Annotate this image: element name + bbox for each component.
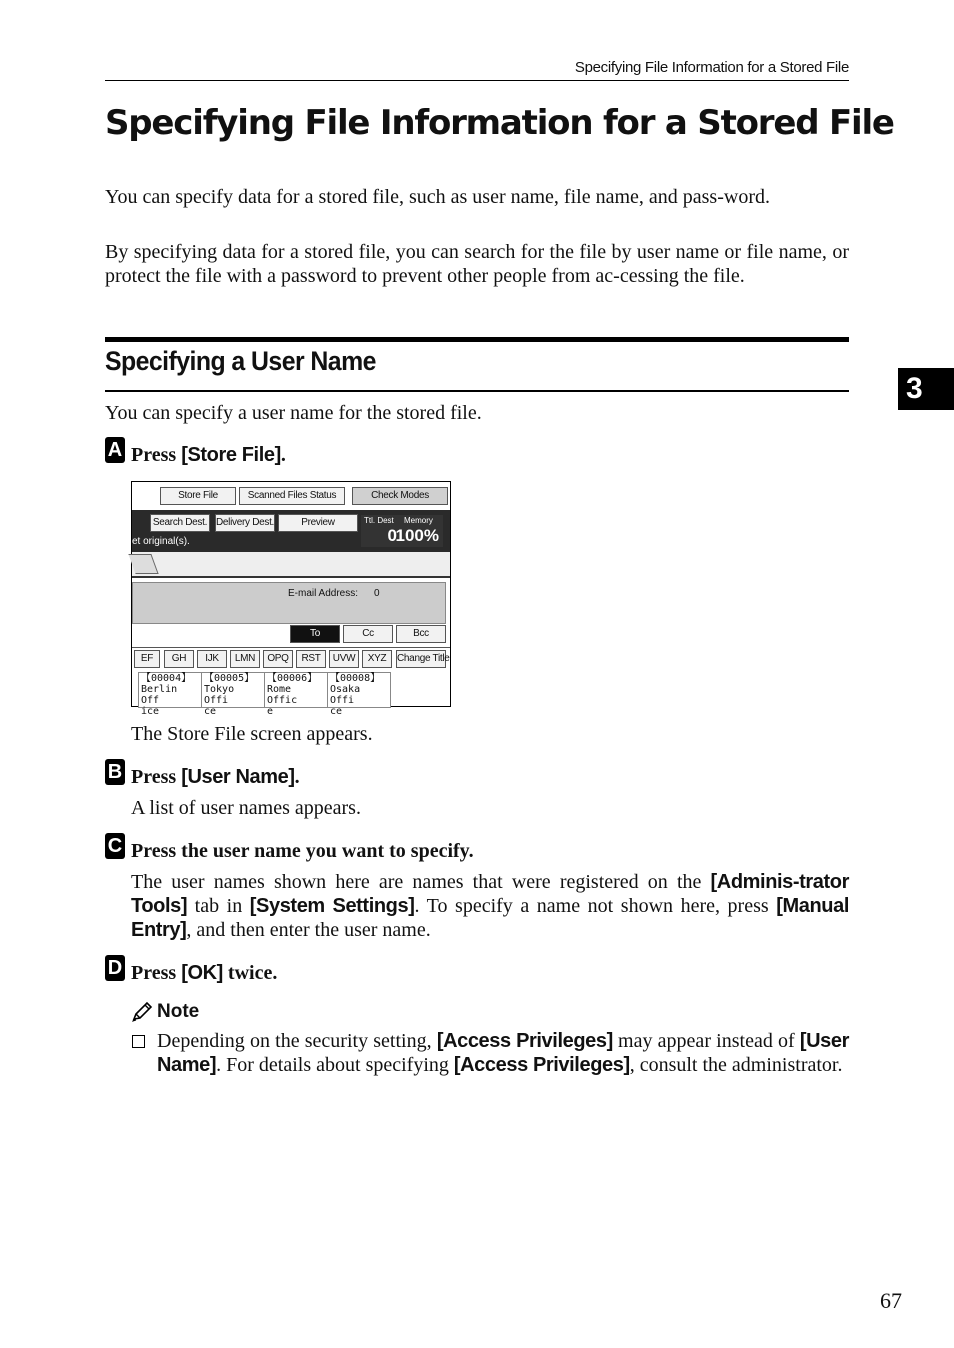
memory-counter: Memory 100% — [401, 515, 443, 547]
system-settings-key: [System Settings] — [249, 895, 415, 917]
manual-entry-key: [Manual Entry] — [131, 895, 849, 941]
index-tab-ef[interactable]: EF — [134, 650, 160, 668]
address-entry[interactable]: 【00008】 Osaka Offi ce — [327, 672, 391, 708]
section-intro: You can specify a user name for the stored file. — [105, 402, 482, 424]
index-tab-ijk[interactable]: IJK — [197, 650, 227, 668]
step-3-badge: C — [105, 833, 125, 859]
section-title: Specifying a User Name — [105, 346, 376, 376]
user-name-key: [User Name] — [181, 766, 295, 788]
pencil-icon — [131, 1002, 153, 1022]
store-file-key: [Store File] — [181, 444, 281, 466]
intro-paragraph-2: By specifying data for a stored file, you can search for the file by user name or file name, or protect the file with a password to prevent other people from ac-cessing the file. — [105, 241, 849, 287]
scanned-files-status-button[interactable]: Scanned Files Status — [239, 487, 345, 505]
step-1-badge: A — [105, 437, 125, 463]
step-2-text: Press [User Name]. — [131, 766, 300, 788]
chapter-tab: 3 — [898, 368, 954, 410]
user-name-key: [User Name] — [157, 1030, 850, 1076]
change-title-button[interactable]: Change Title — [396, 650, 446, 668]
search-dest-button[interactable]: Search Dest. — [150, 514, 210, 532]
address-entry[interactable]: 【00006】 Rome Offic e — [264, 672, 328, 708]
step-3-body: The user names shown here are names that were registered on the [Adminis-trator Tools] tab in [System Settings]. To specify a name not shown here, press [Manual Entry], and then enter the user name. — [131, 871, 849, 941]
index-tab-gh[interactable]: GH — [164, 650, 194, 668]
email-address-area: E-mail Address: 0 — [132, 582, 446, 624]
preview-button[interactable]: Preview — [278, 514, 358, 532]
section-underline — [105, 390, 849, 392]
store-file-screenshot — [131, 481, 451, 717]
step-4-text: Press [OK] twice. — [131, 962, 278, 984]
index-tab-opq[interactable]: OPQ — [263, 650, 293, 668]
to-button[interactable]: To — [290, 625, 340, 643]
note-body: Depending on the security setting, [Access Privileges] may appear instead of [User Name]. For details about specifying [Access Privileges], consult the administrator. — [157, 1030, 850, 1076]
step-2-badge: B — [105, 759, 125, 785]
store-file-button[interactable]: Store File — [160, 487, 236, 505]
status-text: et original(s). — [132, 536, 190, 547]
index-tab-lmn[interactable]: LMN — [230, 650, 260, 668]
section-rule — [105, 337, 849, 342]
index-tab-rst[interactable]: RST — [296, 650, 326, 668]
note-label: Note — [157, 1001, 200, 1022]
step-1-result: The Store File screen appears. — [131, 723, 373, 745]
tab-strip — [132, 552, 450, 578]
index-tab-xyz[interactable]: XYZ — [362, 650, 392, 668]
bcc-button[interactable]: Bcc — [396, 625, 446, 643]
step-3-text: Press the user name you want to specify. — [131, 840, 474, 862]
access-privileges-key: [Access Privileges] — [453, 1054, 630, 1076]
address-entry[interactable]: 【00005】 Tokyo Offi ce — [201, 672, 265, 708]
total-dest-counter: Ttl. Dest 0 — [361, 515, 401, 547]
delivery-dest-button[interactable]: Delivery Dest. — [215, 514, 275, 532]
ok-key: [OK] — [181, 962, 223, 984]
note-heading — [131, 1000, 199, 1024]
step-4-badge: D — [105, 955, 125, 981]
page-number: 67 — [880, 1288, 902, 1313]
cc-button[interactable]: Cc — [343, 625, 393, 643]
checkbox-bullet-icon — [132, 1035, 145, 1048]
file-tab[interactable] — [128, 554, 158, 574]
running-header: Specifying File Information for a Stored File — [105, 58, 849, 81]
intro-paragraph-1: You can specify data for a stored file, such as user name, file name, and pass-word. — [105, 186, 770, 208]
step-2-result: A list of user names appears. — [131, 797, 361, 819]
step-1-text: Press [Store File]. — [131, 444, 286, 466]
administrator-tools-key: [Adminis-trator Tools] — [131, 871, 849, 917]
page-title: Specifying File Information for a Stored File — [105, 103, 894, 143]
check-modes-button[interactable]: Check Modes — [352, 487, 448, 505]
access-privileges-key: [Access Privileges] — [436, 1030, 613, 1052]
index-tab-uvw[interactable]: UVW — [329, 650, 359, 668]
address-entry[interactable]: 【00004】 Berlin Off ice — [138, 672, 202, 708]
